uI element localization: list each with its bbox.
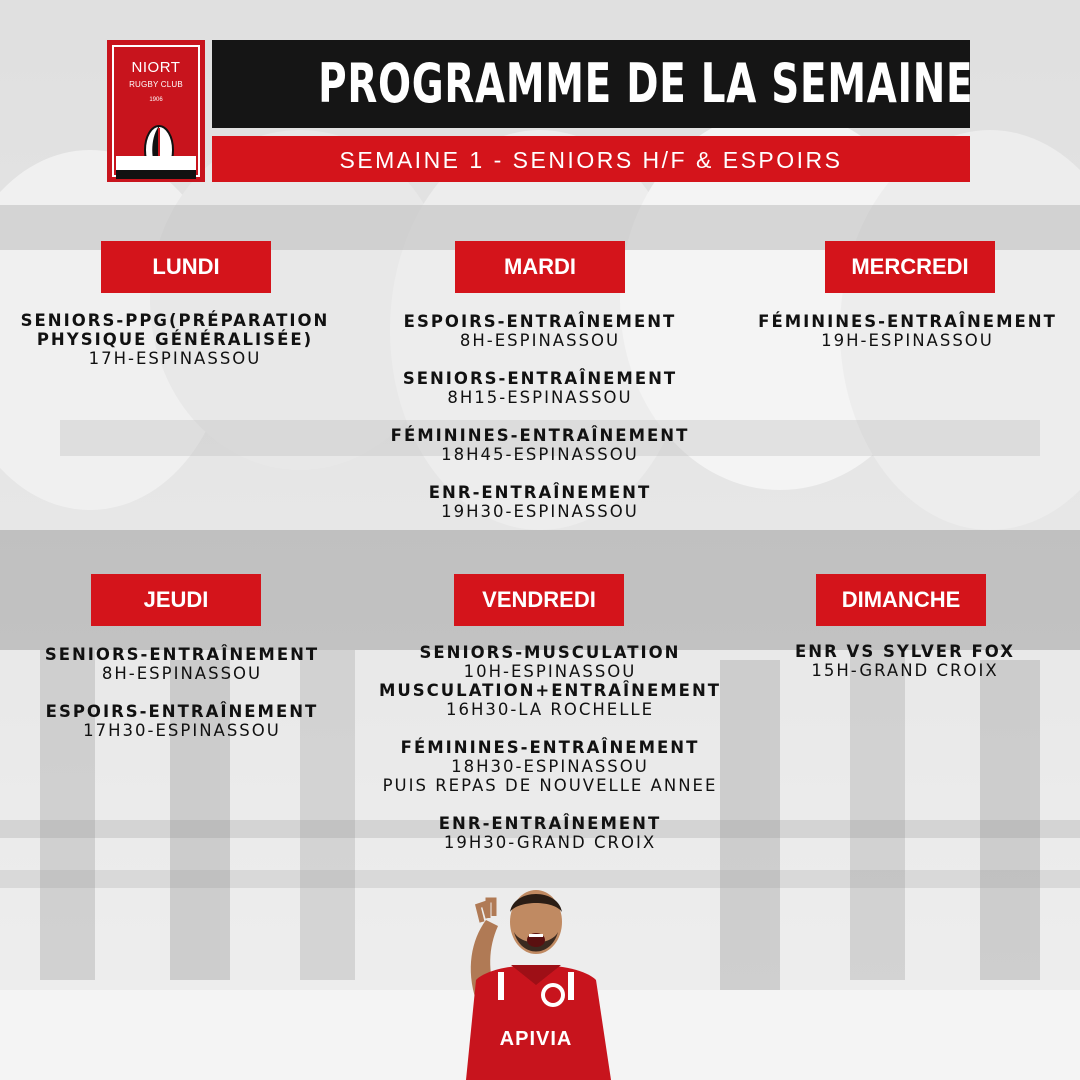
event-detail: 8H-ESPINASSOU [101,664,263,683]
shirt-sponsor-text: APIVIA [499,1028,573,1050]
event-title-cont: PHYSIQUE GÉNÉRALISÉE) [36,330,314,349]
events-lundi [0,311,350,387]
event-item [340,426,740,464]
event-item [0,311,350,368]
event-title: FÉMININES-ENTRAÎNEMENT [390,426,690,445]
event-title: MUSCULATION+ENTRAÎNEMENT [378,681,722,700]
event-title: ENR VS SYLVER FOX [795,642,1015,661]
event-detail: 18H30-ESPINASSOU [451,757,649,776]
events-mercredi [735,312,1080,369]
event-detail: 17H30-ESPINASSOU [83,721,281,740]
logo-stripe-black [116,170,196,179]
event-item [340,312,740,350]
event-detail: 19H30-ESPINASSOU [441,502,639,521]
event-title: SENIORS-MUSCULATION [419,643,681,662]
logo-stripe-white [116,156,196,170]
subtitle-bar [212,136,970,182]
event-item [340,814,760,852]
event-title: SENIORS-PPG(PRÉPARATION [20,311,330,330]
page-subtitle: SEMAINE 1 - SENIORS H/F & ESPOIRS [339,147,843,173]
event-detail: 17H-ESPINASSOU [88,349,262,368]
events-mardi [340,312,740,540]
event-item [340,681,760,719]
event-item [340,643,760,681]
event-title: ENR-ENTRAÎNEMENT [438,814,662,833]
event-title: FÉMININES-ENTRAÎNEMENT [400,738,700,757]
event-detail: 16H30-LA ROCHELLE [445,700,655,719]
day-label-jeudi: JEUDI [91,574,261,626]
logo-line-2: RUGBY CLUB [129,80,183,89]
events-dimanche [745,642,1065,699]
day-label-vendredi: VENDREDI [454,574,624,626]
event-detail: 8H-ESPINASSOU [459,331,621,350]
event-detail: 18H45-ESPINASSOU [441,445,639,464]
player-illustration [436,860,636,1080]
event-item [340,369,740,407]
events-jeudi [12,645,352,759]
event-title: SENIORS-ENTRAÎNEMENT [44,645,320,664]
club-logo [107,40,205,182]
event-item [340,483,740,521]
event-item [12,645,352,683]
event-detail: 19H30-GRAND CROIX [443,833,657,852]
event-title: FÉMININES-ENTRAÎNEMENT [758,312,1057,331]
events-vendredi [340,643,760,871]
event-detail-extra: PUIS REPAS DE NOUVELLE ANNEE [382,776,718,795]
event-title: ESPOIRS-ENTRAÎNEMENT [403,312,677,331]
event-title: ESPOIRS-ENTRAÎNEMENT [45,702,319,721]
day-label-mercredi: MERCREDI [825,241,995,293]
event-item [340,738,760,795]
title-bar [212,40,974,128]
event-detail: 19H-ESPINASSOU [821,331,994,350]
event-item [745,642,1065,680]
event-detail: 10H-ESPINASSOU [463,662,637,681]
event-item [12,702,352,740]
logo-line-1: NIORT [131,59,181,76]
day-label-dimanche: DIMANCHE [816,574,986,626]
day-label-mardi: MARDI [455,241,625,293]
event-detail: 15H-GRAND CROIX [811,661,999,680]
event-title: SENIORS-ENTRAÎNEMENT [402,369,678,388]
event-item [735,312,1080,350]
page-title: PROGRAMME DE LA SEMAINE [318,52,974,115]
logo-line-3: 1906 [149,97,163,103]
event-title: ENR-ENTRAÎNEMENT [428,483,652,502]
event-detail: 8H15-ESPINASSOU [447,388,633,407]
day-label-lundi: LUNDI [101,241,271,293]
